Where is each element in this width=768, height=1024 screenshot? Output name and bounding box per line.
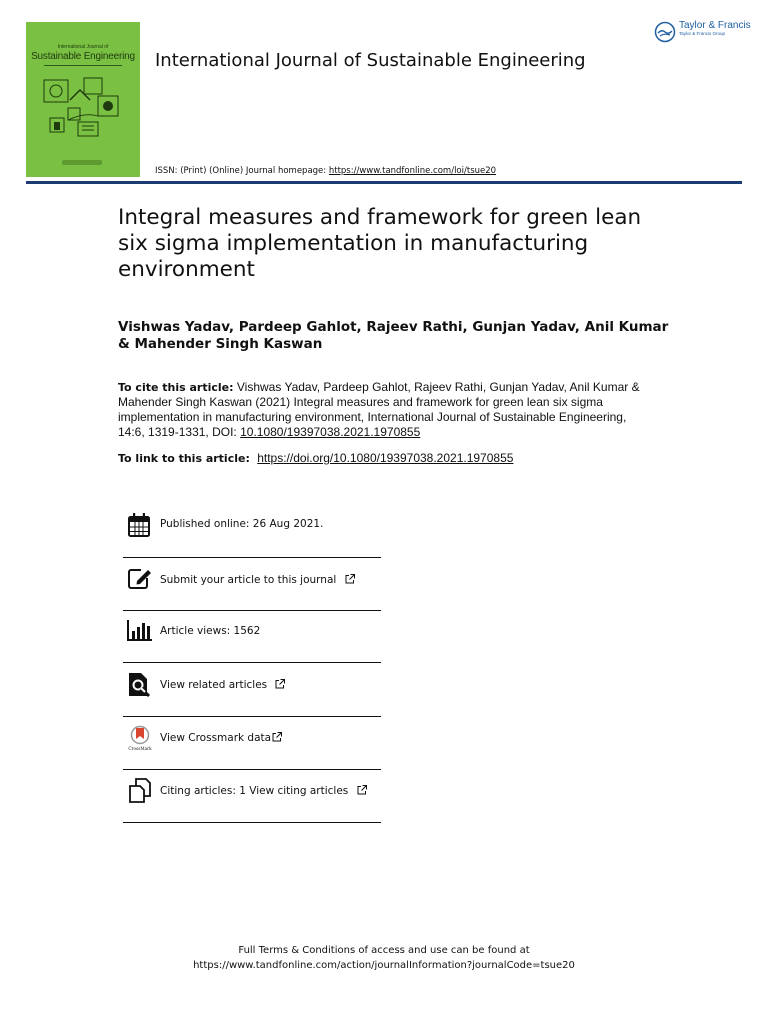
- citing-articles-link[interactable]: [160, 785, 367, 797]
- brand-name: Taylor & Francis: [679, 20, 751, 31]
- journal-title: International Journal of Sustainable Engineering: [155, 50, 586, 71]
- view-crossmark-link[interactable]: [160, 732, 282, 744]
- article-authors: Vishwas Yadav, Pardeep Gahlot, Rajeev Rathi, Gunjan Yadav, Anil Kumar & Mahender Singh Kaswan: [118, 319, 669, 352]
- info-divider: [123, 769, 381, 770]
- cite-label: To cite this article:: [118, 381, 234, 394]
- issn-line: [155, 166, 496, 176]
- article-views: Article views: 1562: [160, 625, 261, 637]
- view-related-link[interactable]: [160, 679, 285, 691]
- journal-homepage-link[interactable]: https://www.tandfonline.com/loi/tsue20: [328, 166, 497, 176]
- calendar-icon: [127, 512, 153, 538]
- link-label: To link to this article:: [118, 452, 250, 465]
- bar-chart-icon: [127, 618, 153, 644]
- taylor-francis-logo-icon: [654, 21, 676, 43]
- info-divider: [123, 662, 381, 663]
- crossmark-logo-text: CrossMark: [128, 746, 152, 751]
- citing-articles-label: Citing articles: 1 View citing articles: [160, 785, 349, 797]
- cover-publisher-mark: [62, 160, 102, 165]
- brand-subtitle: Taylor & Francis Group: [679, 31, 726, 36]
- cover-illustration-icon: [40, 76, 130, 156]
- footer-terms: [0, 943, 768, 973]
- issn-text: ISSN: (Print) (Online) Journal homepage:: [155, 166, 329, 176]
- citing-icon: [127, 778, 153, 804]
- view-crossmark-label: View Crossmark data: [160, 732, 272, 744]
- submit-article-label: Submit your article to this journal: [160, 574, 337, 586]
- article-title: Integral measures and framework for green lean six sigma implementation in manufacturing environment: [118, 205, 642, 282]
- info-divider: [123, 610, 381, 611]
- cover-topline: [32, 26, 134, 32]
- cite-text: Vishwas Yadav, Pardeep Gahlot, Rajeev Rathi, Gunjan Yadav, Anil Kumar & Mahender Singh Kaswan (2021) Integral measures and framework for green lean six sigma implementation in manufacturing environment, International Journal of Sustainable Engineering, 14:6, 1319-1331, DOI:: [118, 380, 640, 439]
- external-link-icon: [345, 574, 355, 584]
- submit-article-link[interactable]: [160, 574, 355, 586]
- citation-block: [118, 380, 643, 440]
- doi-link[interactable]: 10.1080/19397038.2021.1970855: [240, 425, 421, 439]
- edit-icon: [127, 566, 153, 592]
- article-doi-url[interactable]: https://doi.org/10.1080/19397038.2021.1970855: [257, 451, 514, 465]
- cover-small-title: International Journal of: [57, 44, 109, 50]
- footer-terms-url[interactable]: https://www.tandfonline.com/action/journalInformation?journalCode=tsue20: [193, 960, 575, 971]
- taylor-francis-brand[interactable]: [654, 21, 751, 43]
- view-related-label: View related articles: [160, 679, 268, 691]
- info-divider: [123, 557, 381, 558]
- info-divider: [123, 822, 381, 823]
- published-date: Published online: 26 Aug 2021.: [160, 518, 324, 530]
- cover-title: Sustainable Engineering: [31, 51, 135, 62]
- journal-cover: [26, 22, 140, 177]
- search-document-icon: [127, 672, 153, 698]
- external-link-icon: [272, 732, 282, 742]
- header-divider: [26, 181, 742, 184]
- external-link-icon: [357, 785, 367, 795]
- external-link-icon: [275, 679, 285, 689]
- crossmark-icon: [127, 725, 153, 751]
- article-link-line: [118, 451, 513, 465]
- footer-line-1: Full Terms & Conditions of access and use can be found at: [238, 945, 530, 956]
- info-divider: [123, 716, 381, 717]
